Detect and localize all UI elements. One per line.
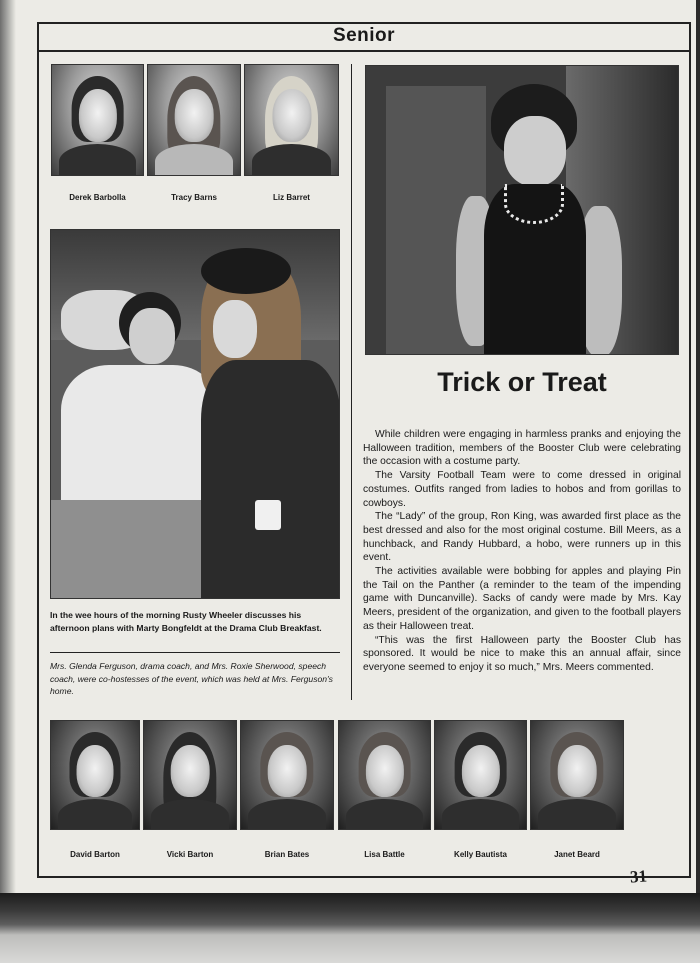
portrait-face [365, 745, 403, 797]
portrait-name: Brian Bates [264, 850, 310, 859]
binding-shadow [0, 0, 16, 893]
section-header [37, 22, 691, 52]
portrait-photo [51, 64, 144, 176]
costume-party-photo [365, 65, 679, 355]
portrait-photo [244, 64, 339, 176]
portrait-face [558, 745, 597, 797]
portrait-face [175, 89, 214, 142]
portrait-shoulders [155, 144, 232, 176]
portrait-photo [50, 720, 140, 830]
portrait-face [171, 745, 210, 797]
story-body [363, 428, 681, 675]
photo-person-right-hat [201, 248, 291, 294]
portrait-photo [434, 720, 527, 830]
column-divider [351, 64, 352, 700]
portrait-name: Lisa Battle [364, 850, 405, 859]
portrait-face [272, 89, 311, 142]
portrait-name: David Barton [70, 850, 120, 859]
caption-divider [50, 652, 340, 653]
portrait-shoulders [59, 144, 135, 176]
portrait-photo [530, 720, 624, 830]
portrait-shoulders [252, 144, 330, 176]
portrait-shoulders [58, 799, 132, 830]
story-paragraph: The activities available were bobbing for apples and playing Pin the Tail on the Panther (a reminder to the team of the impending game with Duncanville). Sacks of candy were made by Mrs. Kay Meers, president of the organization, and given to the football players as their Halloween treat. [363, 566, 681, 632]
photo-caption-italic: Mrs. Glenda Ferguson, drama coach, and Mrs. Roxie Sherwood, speech coach, were co-hostesses of the event, which was held at Mrs. Ferguson's home. [50, 661, 333, 696]
portrait-photo [338, 720, 431, 830]
portrait-shoulders [248, 799, 325, 830]
section-title: Senior [332, 25, 396, 46]
portrait-shoulders [151, 799, 228, 830]
story-title: Trick or Treat [437, 367, 607, 397]
portrait-face [268, 745, 307, 797]
drama-club-photo [50, 229, 340, 599]
portrait-shoulders [346, 799, 422, 830]
portrait-face [78, 89, 116, 142]
portrait-photo [143, 720, 237, 830]
photo-person-right-dress [201, 360, 340, 599]
portrait-name: Liz Barret [273, 193, 310, 202]
portrait-name: Tracy Barns [171, 193, 217, 202]
story-paragraph: “This was the first Halloween party the Booster Club has sponsored. It would be nice to make this an annual affair, since everyone seemed to enjoy it so much,” Mrs. Meers commented. [363, 634, 681, 673]
photo-person-left-shirt [61, 365, 221, 515]
portrait-name: Derek Barbolla [69, 193, 126, 202]
portrait-shoulders [538, 799, 615, 830]
portrait-face [77, 745, 114, 797]
scan-bottom-edge [0, 893, 700, 963]
photo-mug [255, 500, 281, 530]
photo-person-right-face [213, 300, 257, 358]
photo-caption-bold: In the wee hours of the morning Rusty Wheeler discusses his afternoon plans with Marty Bongfeldt at the Drama Club Breakfast. [50, 610, 322, 633]
photo-necklace [504, 184, 564, 224]
story-paragraph: The “Lady” of the group, Ron King, was awarded first place as the best dressed and also for the most original costume. Bill Meers, as a hunchback, and Randy Hubbard, a hobo, were runners up in this event. [363, 511, 681, 564]
portrait-name: Janet Beard [554, 850, 600, 859]
portrait-face [461, 745, 499, 797]
portrait-photo [240, 720, 334, 830]
portrait-photo [147, 64, 241, 176]
portrait-name: Vicki Barton [166, 850, 214, 859]
story-paragraph: The Varsity Football Team were to come dressed in original costumes. Outfits ranged from ladies to hobos and from gorillas to cowboys. [363, 470, 681, 509]
photo-person-left-face [129, 308, 175, 364]
story-paragraph: While children were engaging in harmless pranks and enjoying the Halloween tradition, members of the Booster Club were celebrating the occasion with a costume party. [363, 429, 681, 468]
photo-face [504, 116, 566, 186]
page-number: 31 [629, 866, 648, 887]
portrait-name: Kelly Bautista [454, 850, 507, 859]
portrait-shoulders [442, 799, 518, 830]
